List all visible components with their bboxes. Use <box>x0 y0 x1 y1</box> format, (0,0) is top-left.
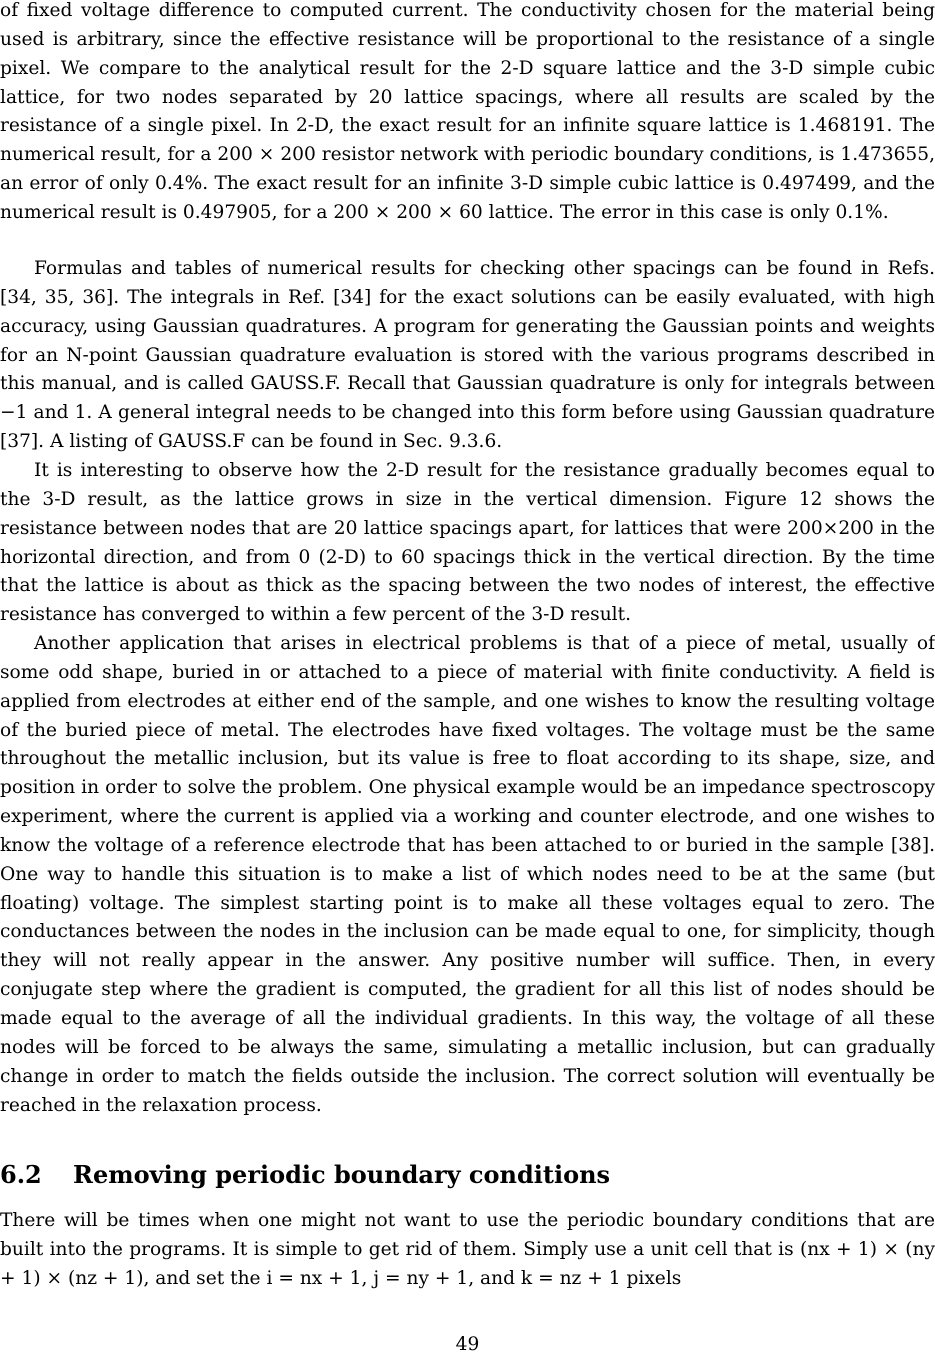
section-title: Removing periodic boundary conditions <box>73 1160 611 1189</box>
paragraph-results: of fixed voltage difference to computed current. The conductivity chosen for the material being used is arbitrary, since the effective resistance will be proportional to the resistance of a single pixel. We compare to the analytical result for the 2-D square lattice and the 3-D simple cubic lattice, for two nodes separated by 20 lattice spacings, where all results are scaled by the resistance of a single pixel. In 2-D, the exact result for an infinite square lattice is 1.468191. The numerical result, for a 200 × 200 resistor network with periodic boundary conditions, is 1.473655, an error of only 0.4%. The exact result for an infinite 3-D simple cubic lattice is 0.497499, and the numerical result is 0.497905, for a 200 × 200 × 60 lattice. The error in this case is only 0.1%. <box>0 0 935 223</box>
section-heading <box>0 1157 610 1193</box>
paragraph-formulas: Formulas and tables of numerical results for checking other spacings can be found in Refs. [34, 35, 36]. The integrals in Ref. [34] for the exact solutions can be easily evaluated, with high accuracy, using Gaussian quadratures. A program for generating the Gaussian points and weights for an N-point Gaussian quadrature evaluation is stored with the various programs described in this manual, and is called GAUSS.F. Recall that Gaussian quadrature is only for integrals between −1 and 1. A general integral needs to be changed into this form before using Gaussian quadrature [37]. A listing of GAUSS.F can be found in Sec. 9.3.6. <box>0 258 935 453</box>
page-number: 49 <box>455 1334 480 1355</box>
section-number: 6.2 <box>0 1160 42 1189</box>
paragraph-periodic-boundary: There will be times when one might not want to use the periodic boundary conditions that are built into the programs. It is simple to get rid of them. Simply use a unit cell that is (nx + 1) × (ny + 1) × (nz + 1), and set the i = nx + 1, j = ny + 1, and k = nz + 1 pixels <box>0 1210 935 1289</box>
paragraph-2d-3d: It is interesting to observe how the 2-D result for the resistance gradually becomes equal to the 3-D result, as the lattice grows in size in the vertical dimension. Figure 12 shows the resistance between nodes that are 20 lattice spacings apart, for lattices that were 200×200 in the horizontal direction, and from 0 (2-D) to 60 spacings thick in the vertical direction. By the time that the lattice is about as thick as the spacing between the two nodes of interest, the effective resistance has converged to within a few percent of the 3-D result. <box>0 460 935 626</box>
paragraph-metal-inclusion: Another application that arises in electrical problems is that of a piece of metal, usually of some odd shape, buried in or attached to a piece of material with finite conductivity. A field is applied from electrodes at either end of the sample, and one wishes to know the resulting voltage of the buried piece of metal. The electrodes have fixed voltages. The voltage must be the same throughout the metallic inclusion, but its value is free to float according to its shape, size, and position in order to solve the problem. One physical example would be an impedance spectroscopy experiment, where the current is applied via a working and counter electrode, and one wishes to know the voltage of a reference electrode that has been attached to or buried in the sample [38]. One way to handle this situation is to make a list of which nodes need to be at the same (but floating) voltage. The simplest starting point is to make all these voltages equal to zero. The conductances between the nodes in the inclusion can be made equal to one, for simplicity, though they will not really appear in the answer. Any positive number will suffice. Then, in every conjugate step where the gradient is computed, the gradient for all this list of nodes should be made equal to the average of all the individual gradients. In this way, the voltage of all these nodes will be forced to be always the same, simulating a metallic inclusion, but can gradually change in order to match the fields outside the inclusion. The correct solution will eventually be reached in the relaxation process. <box>0 633 935 1116</box>
